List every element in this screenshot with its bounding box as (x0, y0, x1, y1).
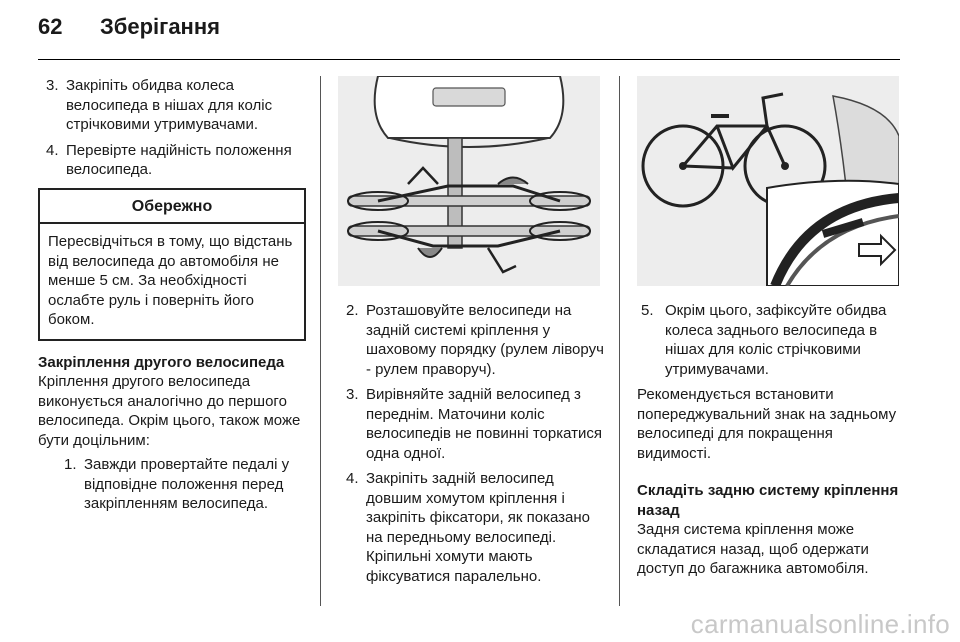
step-text: Вирівняйте задній велосипед з переднім. Маточини коліс велосипедів не повинні торкатися одна одної. (366, 386, 602, 462)
wheel-strap-illustration (637, 76, 899, 286)
section-heading-second-bicycle: Закріплення другого велосипеда (38, 353, 285, 371)
warning-box (38, 188, 306, 341)
recommendation-paragraph: Рекомендується встановити попереджувальний знак на задньому велосипеді для покращення видимості. (637, 386, 897, 462)
step-number: 5. (641, 302, 654, 319)
step-number: 4. (346, 470, 359, 487)
step-text: Завжди провертайте педалі у відповідне положення перед закріпленням велосипеда. (84, 456, 290, 512)
section-heading-fold-carrier: Складіть задню систему кріплення назад (637, 482, 899, 519)
column-divider-right (619, 76, 620, 606)
step-number: 3. (46, 77, 59, 94)
warning-text: Пересвідчіться в тому, що відстань від велосипеда до автомобіля не менше 5 см. За необхідності ослабте руль і поверніть його боком. (48, 233, 293, 328)
illustration-bikes-on-carrier (338, 76, 600, 286)
step-1-pedals (38, 455, 306, 514)
step-text: Перевірте надійність положення велосипеда. (66, 141, 292, 178)
section-paragraph: Кріплення другого велосипеда виконується аналогічно до першого велосипеда. Окрім цього, також може бути доцільним: (38, 373, 301, 449)
watermark: carmanualsonline.info (690, 609, 950, 639)
step-number: 4. (46, 141, 59, 159)
step-text: Розташовуйте велосипеди на задній системі кріплення у шаховому порядку (рулем ліворуч - рулем праворуч). (366, 302, 604, 378)
step-text: Окрім цього, зафіксуйте обидва колеса заднього велосипеда в нішах для коліс стрічковими утримувачами. (665, 302, 887, 378)
column-divider-left (320, 76, 321, 606)
step-number: 2. (346, 302, 359, 319)
step-number: 3. (346, 386, 359, 403)
page-number: 62 (38, 14, 63, 39)
step-2-stagger-bikes (338, 301, 610, 379)
column-3 (637, 301, 909, 579)
step-number: 1. (64, 456, 77, 473)
page-title: Зберігання (100, 14, 220, 39)
step-5-fasten-rear-wheels (637, 301, 909, 379)
step-3-align-bikes (338, 385, 610, 463)
column-2 (338, 301, 610, 592)
step-text: Закріпіть обидва колеса велосипеда в нішах для коліс стрічковими утримувачами. (66, 77, 273, 133)
warning-title: Обережно (40, 190, 304, 225)
illustration-wheel-strap (637, 76, 899, 286)
bike-carrier-illustration (338, 76, 600, 286)
column-1 (38, 76, 306, 520)
step-3-fasten-wheels (38, 76, 306, 135)
step-4-fasten-rear-bike (338, 469, 610, 586)
spacer (637, 463, 909, 477)
header-rule (38, 59, 900, 60)
step-4-check-position (38, 141, 306, 180)
section-paragraph: Задня система кріплення може складатися назад, щоб одержати доступ до багажника автомобіля. (637, 521, 869, 577)
step-text: Закріпіть задній велосипед довшим хомутом кріплення і закріпіть фіксатори, як показано на передньому велосипеді. Кріпильні хомути мають фіксуватися паралельно. (366, 470, 591, 585)
